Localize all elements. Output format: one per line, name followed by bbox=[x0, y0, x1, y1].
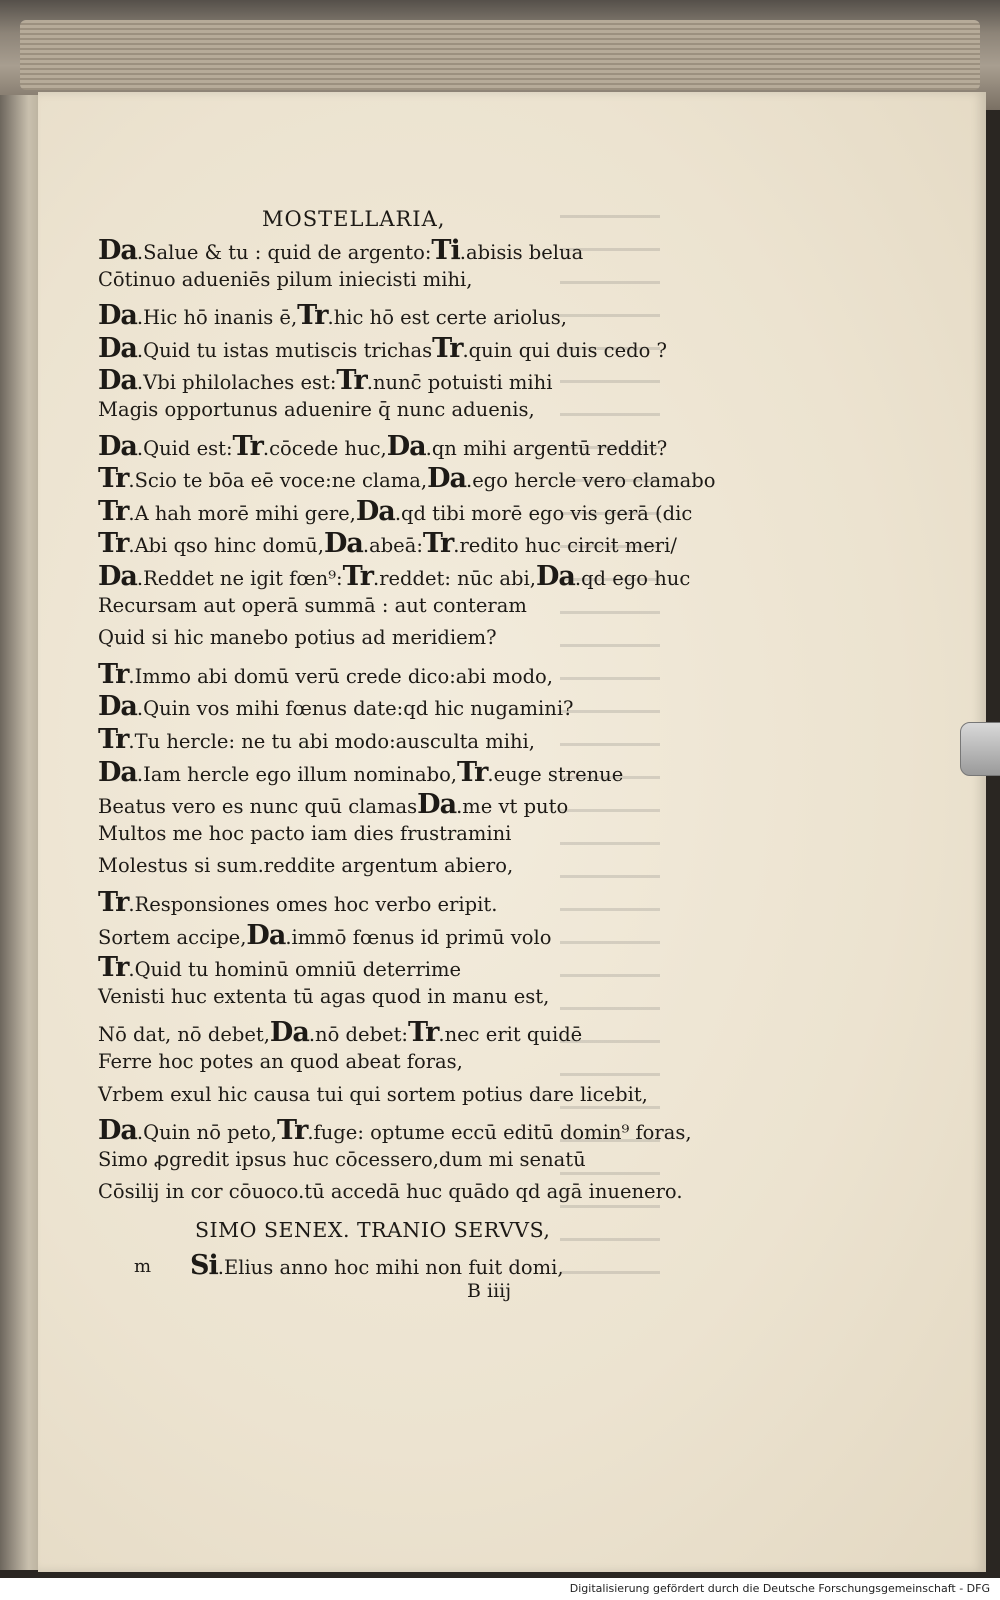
verse-line bbox=[98, 268, 472, 291]
dot: . bbox=[136, 338, 144, 362]
signature-mark: B iiij bbox=[467, 1280, 512, 1302]
verse-line bbox=[98, 691, 574, 722]
verse-line bbox=[98, 789, 568, 820]
dot: . bbox=[487, 762, 494, 786]
line-text: redito huc circit meri/ bbox=[459, 534, 677, 558]
line-text: nunc̄ potuisti mihi bbox=[372, 371, 553, 395]
dot: . bbox=[136, 762, 144, 786]
speaker-abbrev: Da bbox=[98, 691, 137, 723]
speaker-abbrev: Da bbox=[98, 365, 137, 397]
line-text: Vrbem exul hic causa tui qui sortem potius dare licebit, bbox=[98, 1082, 648, 1106]
dot: . bbox=[372, 567, 380, 590]
dot: . bbox=[128, 893, 135, 916]
verse-line bbox=[98, 300, 567, 331]
speaker-abbrev: Da bbox=[246, 919, 286, 951]
verse-line bbox=[98, 724, 535, 755]
verse-line bbox=[98, 1050, 463, 1073]
speaker-abbrev: Da bbox=[427, 463, 467, 495]
verse-line bbox=[98, 920, 551, 951]
line-text: quin qui duis cedo ? bbox=[468, 338, 667, 362]
line-text: Responsiones omes hoc verbo eripit. bbox=[134, 893, 498, 916]
dot: . bbox=[327, 306, 334, 330]
line-text: Scio te bōa eē voce:ne clama, bbox=[134, 469, 428, 493]
speaker-abbrev: Da bbox=[323, 528, 363, 560]
dot: . bbox=[308, 1023, 316, 1047]
speaker-abbrev: Tr bbox=[98, 887, 129, 918]
line-text: reddet: nūc abi, bbox=[379, 567, 536, 590]
speaker-abbrev: Da bbox=[98, 300, 137, 332]
dot: . bbox=[394, 501, 402, 525]
dot: . bbox=[574, 567, 582, 590]
verse-line bbox=[98, 398, 535, 421]
speaker-abbrev: Da bbox=[355, 495, 395, 527]
verse-line bbox=[98, 1148, 586, 1171]
line-text: Abi qso hinc domū, bbox=[134, 534, 324, 558]
line-text: abeā: bbox=[369, 534, 423, 558]
line-text: ego hercle vero clamabo bbox=[472, 469, 716, 493]
speaker-abbrev: Da bbox=[98, 756, 137, 788]
speaker-abbrev: Da bbox=[98, 332, 137, 364]
speaker-abbrev: Da bbox=[98, 1115, 137, 1147]
line-text: Tu hercle: ne tu abi modo:ausculta mihi, bbox=[134, 730, 535, 753]
line-text: Vbi philolaches est: bbox=[143, 371, 337, 395]
dot: . bbox=[462, 338, 469, 362]
verse-line bbox=[98, 333, 667, 364]
speaker-abbrev: Tr bbox=[98, 495, 129, 527]
speaker-abbrev: Tr bbox=[457, 756, 488, 788]
verse-line bbox=[98, 431, 667, 462]
line-text: cōcede huc, bbox=[269, 436, 387, 460]
scene-heading: SIMO SENEX. TRANIO SERVVS, bbox=[195, 1218, 551, 1242]
dot: . bbox=[128, 534, 135, 558]
line-text: abisis belua bbox=[465, 241, 584, 264]
line-text: Quid si hic manebo potius ad meridiem? bbox=[98, 626, 497, 650]
last-line bbox=[190, 1250, 564, 1281]
dot: . bbox=[307, 1121, 314, 1145]
speaker-abbrev: Si bbox=[190, 1250, 218, 1281]
line-text: Quin nō peto, bbox=[143, 1121, 277, 1145]
speaker-abbrev: Tr bbox=[98, 658, 129, 690]
speaker-abbrev: Tr bbox=[98, 724, 129, 755]
verse-line bbox=[98, 365, 552, 396]
line-text: euge strenue bbox=[493, 762, 624, 786]
line-text: Recursam aut operā summā : aut conteram bbox=[98, 593, 527, 617]
dot: . bbox=[217, 1256, 224, 1279]
dot: . bbox=[136, 241, 144, 264]
line-text: Reddet ne igit fœn⁹: bbox=[143, 567, 343, 590]
speaker-abbrev: Tr bbox=[297, 300, 328, 332]
speaker-abbrev: Tr bbox=[336, 365, 367, 397]
line-text: Beatus vero es nunc quū clamas bbox=[98, 795, 418, 819]
speaker-abbrev: Tr bbox=[98, 952, 129, 984]
dot: . bbox=[459, 241, 466, 264]
line-text: qn mihi argentū reddit? bbox=[431, 436, 668, 460]
dot: . bbox=[362, 534, 370, 558]
line-text: A hah morē mihi gere, bbox=[134, 501, 356, 525]
speaker-abbrev: Tr bbox=[342, 561, 373, 592]
page-edges bbox=[20, 20, 980, 90]
line-text: nec erit quidē bbox=[444, 1023, 583, 1047]
verse-line bbox=[98, 757, 623, 788]
speaker-abbrev: Tr bbox=[432, 332, 463, 364]
dot: . bbox=[453, 534, 460, 558]
dot: . bbox=[136, 371, 144, 395]
line-text: Nō dat, nō debet, bbox=[98, 1023, 270, 1047]
dot: . bbox=[128, 501, 135, 525]
dot: . bbox=[136, 436, 144, 460]
verse-line bbox=[98, 463, 715, 494]
speaker-abbrev: Da bbox=[98, 561, 137, 592]
line-text: immō fœnus id primū volo bbox=[291, 925, 552, 949]
dot: . bbox=[136, 697, 144, 721]
running-head: MOSTELLARIA, bbox=[262, 207, 446, 231]
line-text: Quin vos mihi fœnus date:qd hic nugamini? bbox=[143, 697, 574, 721]
verse-line bbox=[98, 1017, 582, 1048]
line-text: Magis opportunus aduenire q̄ nunc aduenis, bbox=[98, 398, 535, 421]
verse-line bbox=[98, 1180, 683, 1203]
line-text: Multos me hoc pacto iam dies frustramini bbox=[98, 821, 512, 845]
line-text: Quid tu hominū omniū deterrime bbox=[134, 958, 462, 982]
line-text: Cōtinuo adueniēs pilum iniecisti mihi, bbox=[98, 267, 473, 291]
dot: . bbox=[128, 469, 135, 493]
line-text: nō debet: bbox=[315, 1023, 408, 1047]
line-text: Hic hō inanis ē, bbox=[143, 306, 298, 330]
speaker-abbrev: Tr bbox=[422, 528, 454, 560]
verse-line bbox=[98, 952, 461, 983]
dot: . bbox=[136, 1121, 144, 1145]
dot: . bbox=[136, 567, 144, 590]
verse-line bbox=[98, 528, 677, 559]
line-text: Molestus si sum.reddite argentum abiero, bbox=[98, 854, 514, 878]
line-text: Sortem accipe, bbox=[98, 925, 247, 949]
verse-line bbox=[98, 594, 527, 617]
line-text: fuge: optume eccū editū domin⁹ foras, bbox=[313, 1121, 692, 1145]
dot: . bbox=[425, 436, 432, 460]
line-text: Quid est: bbox=[143, 436, 233, 460]
dot: . bbox=[128, 730, 135, 753]
verse-line bbox=[98, 561, 690, 592]
dot: . bbox=[262, 436, 270, 460]
speaker-abbrev: Da bbox=[535, 561, 575, 592]
line-text: Ferre hoc potes an quod abeat foras, bbox=[98, 1050, 463, 1073]
verse-line bbox=[98, 1115, 692, 1146]
line-text: Venisti huc extenta tū agas quod in manu est, bbox=[98, 984, 550, 1008]
verse-line bbox=[98, 659, 553, 690]
page-clip bbox=[960, 722, 1000, 776]
dot: . bbox=[136, 306, 144, 330]
dot: . bbox=[285, 925, 292, 949]
margin-note: m bbox=[134, 1256, 152, 1277]
verse-line bbox=[98, 626, 497, 649]
line-text: Iam hercle ego illum nominabo, bbox=[143, 762, 458, 786]
line-text: me vt puto bbox=[462, 795, 569, 819]
line-text: Immo abi domū verū crede dico:abi modo, bbox=[134, 664, 553, 688]
verse-line bbox=[98, 235, 583, 266]
verse-line bbox=[98, 985, 549, 1008]
verse-line bbox=[98, 822, 511, 845]
line-text: Simo ꝓgredit ipsus huc cōcessero,dum mi senatū bbox=[98, 1147, 586, 1171]
speaker-abbrev: Da bbox=[98, 430, 137, 462]
line-text: Elius anno hoc mihi non fuit domi, bbox=[223, 1256, 564, 1279]
dot: . bbox=[438, 1023, 445, 1047]
line-text: qd ego huc bbox=[581, 567, 691, 590]
speaker-abbrev: Da bbox=[417, 789, 457, 821]
footer-credit bbox=[0, 1578, 1000, 1600]
speaker-abbrev: Tr bbox=[98, 463, 129, 495]
line-text: Salue & tu : quid de argento: bbox=[143, 241, 432, 264]
speaker-abbrev: Tr bbox=[276, 1115, 308, 1147]
verse-line bbox=[98, 887, 497, 918]
verse-line bbox=[98, 496, 692, 527]
footer-text: Digitalisierung gefördert durch die Deutsche Forschungsgemeinschaft - DFG bbox=[569, 1582, 990, 1595]
speaker-abbrev: Da bbox=[269, 1017, 309, 1049]
verse-line bbox=[98, 854, 513, 877]
speaker-abbrev: Tr bbox=[232, 430, 263, 462]
line-text: qd tibi morē ego vis gerā (dic bbox=[401, 501, 693, 525]
speaker-abbrev: Ti bbox=[431, 235, 460, 266]
speaker-abbrev: Tr bbox=[98, 528, 129, 560]
dot: . bbox=[456, 795, 463, 819]
line-text: Quid tu istas mutiscis trichas bbox=[143, 338, 433, 362]
dot: . bbox=[366, 371, 373, 395]
dot: . bbox=[466, 469, 473, 493]
speaker-abbrev: Da bbox=[98, 235, 137, 266]
verse-line bbox=[98, 1083, 648, 1106]
speaker-abbrev: Tr bbox=[408, 1017, 439, 1049]
speaker-abbrev: Da bbox=[386, 430, 426, 462]
line-text: Cōsilij in cor cōuoco.tū accedā huc quādo qd agā inuenero. bbox=[98, 1180, 683, 1204]
dot: . bbox=[128, 664, 135, 688]
line-text: hic hō est certe ariolus, bbox=[333, 306, 567, 330]
dot: . bbox=[128, 958, 135, 982]
